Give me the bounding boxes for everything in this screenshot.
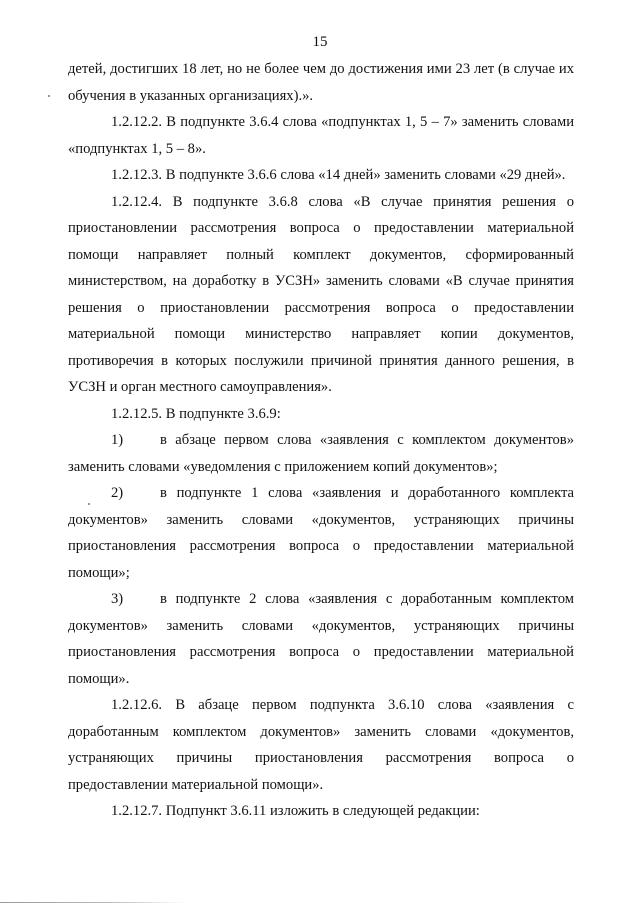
list-item-text: в подпункте 1 слова «заявления и доработанного комплекта документов» заменить словами «документов, устраняющих причины приостановления рассмотрения вопроса о предоставлении материальной помощи»; <box>68 485 574 581</box>
paragraph-1-2-12-3: 1.2.12.3. В подпункте 3.6.6 слова «14 дней» заменить словами «29 дней». <box>111 167 566 183</box>
page-number: 15 <box>312 34 328 50</box>
paragraph-1-2-12-7: 1.2.12.7. Подпункт 3.6.11 изложить в следующей редакции: <box>111 803 480 819</box>
list-item-number: 3) <box>111 591 124 607</box>
list-item-text: в абзаце первом слова «заявления с комплектом документов» заменить словами «уведомления с приложением копий документов»; <box>68 432 574 475</box>
list-item-number: 2) <box>111 485 124 501</box>
scan-artifact-dot <box>88 503 90 505</box>
list-item-text: в подпункте 2 слова «заявления с доработанным комплектом документов» заменить словами «документов, устраняющих причины приостановления рассмотрения вопроса о предоставлении материальной помощи». <box>68 591 574 687</box>
paragraph-1-2-12-5: 1.2.12.5. В подпункте 3.6.9: <box>111 405 281 422</box>
paragraph-1-2-12-4: 1.2.12.4. В подпункте 3.6.8 слова «В случае принятия решения о приостановлении рассмотрения вопроса о предоставлении материальной помощи направляет полный комплект документов, сформированный министерством, на доработку в УСЗН» заменить словами «В случае принятия решения о приостановлении рассмотрения вопроса о предоставлении материальной помощи министерство направляет копии документов, противоречия в которых послужили причиной принятия данного решения, в УСЗН и орган местного самоуправления». <box>68 193 574 395</box>
document-body <box>68 56 574 825</box>
scan-artifact-dot <box>48 95 50 97</box>
list-item-3 <box>68 586 574 692</box>
list-item-1 <box>68 427 574 480</box>
paragraph-1-2-12-2: 1.2.12.2. В подпункте 3.6.4 слова «подпунктах 1, 5 – 7» заменить словами «подпунктах 1, 5 – 8». <box>68 114 574 157</box>
paragraph-continuation: детей, достигших 18 лет, но не более чем до достижения ими 23 лет (в случае их обучения в указанных организациях).». <box>68 61 574 104</box>
list-item-2 <box>68 480 574 586</box>
paragraph-1-2-12-6: 1.2.12.6. В абзаце первом подпункта 3.6.10 слова «заявления с доработанным комплектом документов» заменить словами «документов, устраняющих причины приостановления рассмотрения вопроса о предоставлении материальной помощи». <box>68 697 574 793</box>
list-item-number: 1) <box>111 432 124 448</box>
scan-artifact-line <box>0 902 185 903</box>
